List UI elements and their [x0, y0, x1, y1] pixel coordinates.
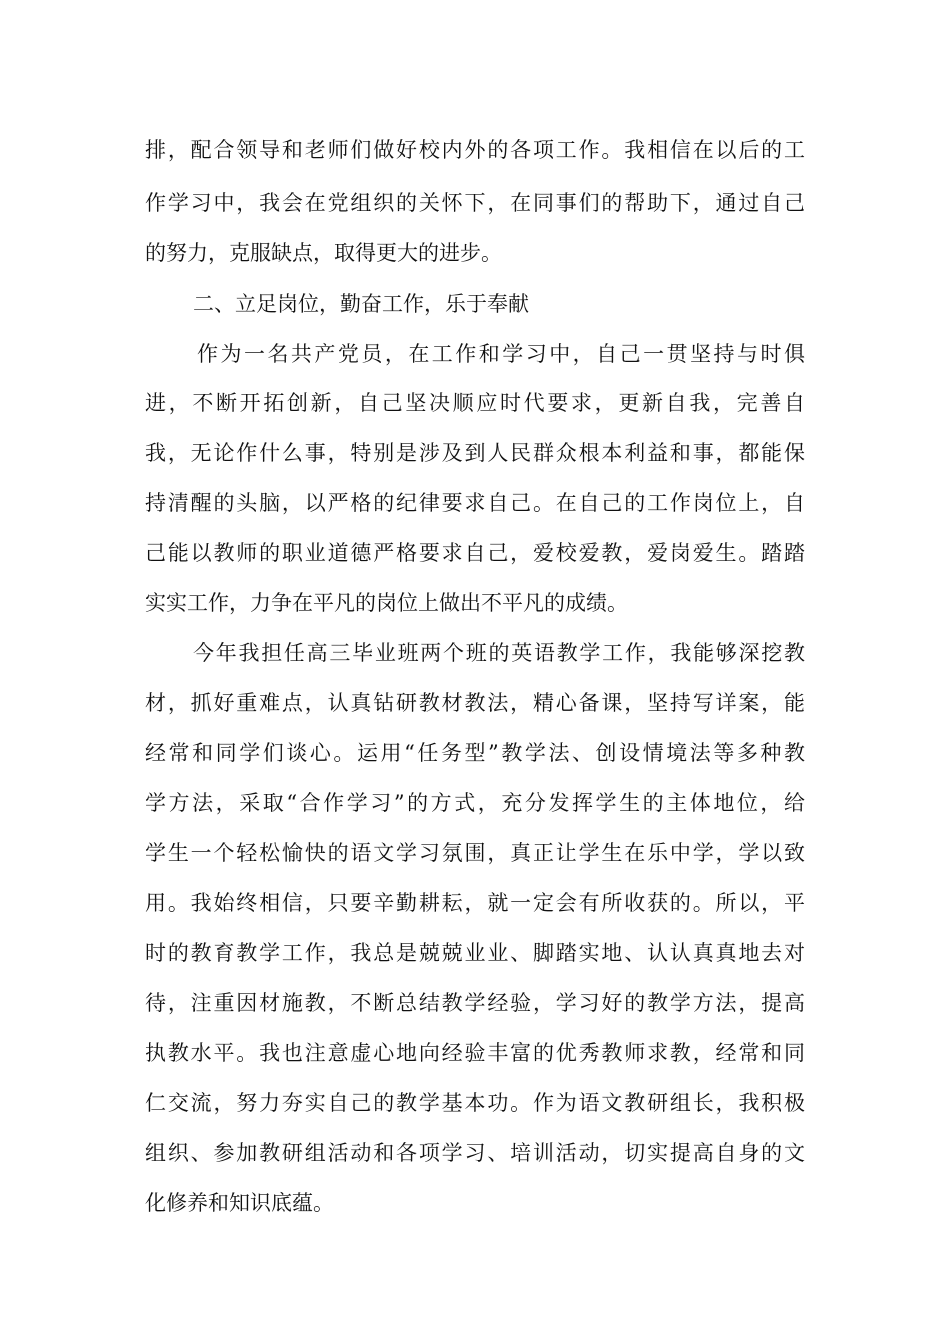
paragraph-line: 学方法，采取“合作学习”的方式，充分发挥学生的主体地位，给 — [145, 791, 805, 815]
paragraph-line: 仁交流，努力夯实自己的教学基本功。作为语文教研组长，我积极 — [145, 1091, 805, 1115]
paragraph-line: 实实工作，力争在平凡的岗位上做出不平凡的成绩。 — [145, 591, 628, 615]
paragraph-line: 用。我始终相信，只要辛勤耕耘，就一定会有所收获的。所以，平 — [145, 891, 805, 915]
paragraph-line: 今年我担任高三毕业班两个班的英语教学工作，我能够深挖教 — [193, 641, 805, 665]
paragraph-line: 时的教育教学工作，我总是兢兢业业、脚踏实地、认认真真地去对 — [145, 941, 805, 965]
paragraph-line: 己能以教师的职业道德严格要求自己，爱校爱教，爱岗爱生。踏踏 — [145, 541, 805, 565]
paragraph-line: 进，不断开拓创新，自己坚决顺应时代要求，更新自我，完善自 — [145, 391, 805, 415]
paragraph-line: 待，注重因材施教，不断总结教学经验，学习好的教学方法，提高 — [145, 991, 805, 1015]
paragraph-line: 作学习中，我会在党组织的关怀下，在同事们的帮助下，通过自己 — [145, 191, 805, 215]
section-heading: 二、立足岗位，勤奋工作，乐于奉献 — [193, 292, 529, 316]
paragraph-line: 我，无论作什么事，特别是涉及到人民群众根本利益和事，都能保 — [145, 441, 805, 465]
paragraph-line: 持清醒的头脑，以严格的纪律要求自己。在自己的工作岗位上，自 — [145, 491, 805, 515]
paragraph-line: 组织、参加教研组活动和各项学习、培训活动，切实提高自身的文 — [145, 1141, 805, 1165]
paragraph-line: 执教水平。我也注意虚心地向经验丰富的优秀教师求教，经常和同 — [145, 1041, 805, 1065]
paragraph-line: 经常和同学们谈心。运用“任务型”教学法、创设情境法等多种教 — [145, 741, 805, 765]
paragraph-line: 排，配合领导和老师们做好校内外的各项工作。我相信在以后的工 — [145, 138, 805, 162]
paragraph-line: 材，抓好重难点，认真钻研教材教法，精心备课，坚持写详案，能 — [145, 691, 805, 715]
paragraph-line: 学生一个轻松愉快的语文学习氛围，真正让学生在乐中学，学以致 — [145, 841, 805, 865]
paragraph-line: 的努力，克服缺点，取得更大的进步。 — [145, 241, 502, 265]
paragraph-line: 作为一名共产党员，在工作和学习中，自己一贯坚持与时俱 — [197, 342, 805, 366]
paragraph-line: 化修养和知识底蕴。 — [145, 1191, 334, 1215]
